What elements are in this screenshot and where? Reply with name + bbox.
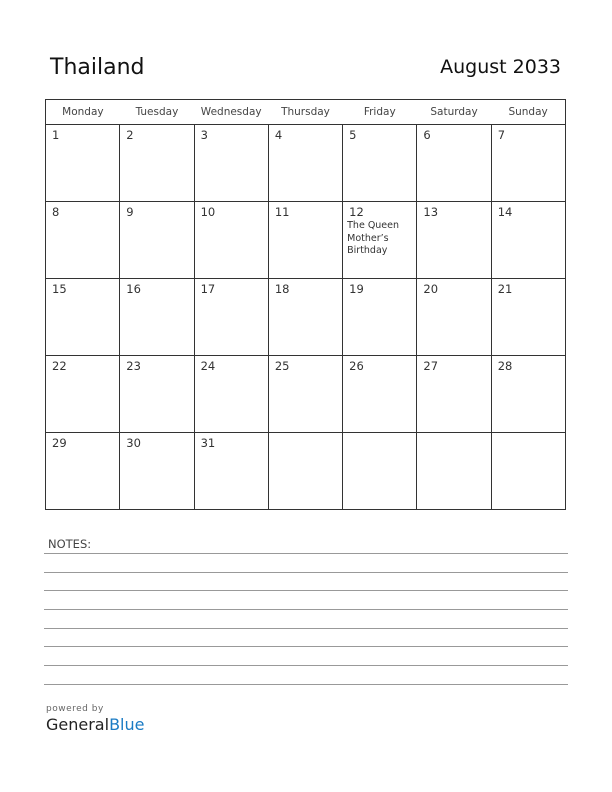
- day-number: 6: [423, 128, 431, 142]
- week-row: [46, 356, 566, 433]
- day-number: 28: [497, 359, 513, 373]
- weekday-saturday: Saturday: [417, 100, 491, 125]
- brand-blue-text: Blue: [109, 715, 145, 734]
- calendar-grid: [45, 99, 566, 510]
- day-number: 27: [423, 359, 439, 373]
- day-number: 21: [497, 282, 513, 296]
- day-number: 22: [52, 359, 67, 373]
- day-number: 26: [349, 359, 364, 373]
- day-number: 15: [52, 282, 67, 296]
- weekday-monday: Monday: [46, 100, 120, 125]
- note-line: [44, 609, 568, 610]
- day-number: 4: [274, 128, 283, 142]
- day-cell: [417, 125, 491, 202]
- week-row: [46, 202, 566, 279]
- note-line: [44, 684, 568, 685]
- day-cell: [46, 125, 120, 202]
- day-number: 5: [349, 128, 357, 142]
- week-row: [46, 433, 566, 510]
- holiday-event: The Queen Mother’s Birthday: [347, 220, 400, 256]
- day-cell: [120, 279, 194, 356]
- day-number: 31: [200, 436, 216, 450]
- week-row: [46, 125, 566, 202]
- day-cell: [120, 125, 194, 202]
- day-cell: [46, 433, 120, 510]
- day-number: [417, 433, 490, 436]
- weekday-wednesday: Wednesday: [194, 100, 268, 125]
- day-number: 19: [349, 282, 364, 296]
- day-number: 24: [200, 359, 216, 373]
- note-line: [44, 553, 568, 554]
- day-cell: [417, 279, 491, 356]
- day-number: 13: [423, 205, 439, 219]
- day-number: [492, 433, 565, 436]
- day-number: [269, 433, 342, 436]
- month-title: August 2033: [440, 56, 561, 78]
- day-cell: [120, 202, 194, 279]
- day-number: 7: [497, 128, 506, 142]
- day-number: 17: [200, 282, 216, 296]
- day-number: 9: [126, 205, 134, 219]
- day-number: 10: [200, 205, 216, 219]
- brand-logo: [46, 704, 144, 734]
- day-cell: [417, 202, 491, 279]
- day-number: 2: [126, 128, 134, 142]
- day-number: 20: [423, 282, 439, 296]
- day-number: 3: [200, 128, 208, 142]
- note-line: [44, 646, 568, 647]
- week-row: [46, 279, 566, 356]
- weekday-friday: Friday: [343, 100, 417, 125]
- day-number: [343, 433, 416, 436]
- country-title: Thailand: [50, 55, 145, 80]
- day-number: 11: [274, 205, 290, 219]
- day-cell-empty: [491, 433, 565, 510]
- day-number: 16: [126, 282, 141, 296]
- day-number: 8: [52, 205, 60, 219]
- day-cell: [46, 356, 120, 433]
- day-cell: [491, 279, 565, 356]
- day-cell-empty: [343, 433, 417, 510]
- day-cell: [120, 356, 194, 433]
- day-cell: [194, 279, 268, 356]
- day-number: 25: [274, 359, 290, 373]
- day-cell-empty: [268, 433, 342, 510]
- day-cell: [268, 202, 342, 279]
- day-cell: [417, 356, 491, 433]
- day-cell: [268, 279, 342, 356]
- day-cell: [268, 356, 342, 433]
- weekday-sunday: Sunday: [491, 100, 565, 125]
- day-number: 14: [497, 205, 513, 219]
- note-line: [44, 665, 568, 666]
- weekday-thursday: Thursday: [268, 100, 342, 125]
- day-cell: [343, 279, 417, 356]
- brand-name: [46, 715, 144, 734]
- day-cell: [268, 125, 342, 202]
- day-number: 29: [52, 436, 67, 450]
- weekday-header-row: [46, 100, 566, 125]
- day-number: 1: [52, 128, 60, 142]
- day-cell: [194, 202, 268, 279]
- day-cell-holiday: [343, 202, 417, 279]
- day-cell: [343, 356, 417, 433]
- day-number: 12: [349, 205, 364, 219]
- day-cell: [46, 202, 120, 279]
- day-cell: [120, 433, 194, 510]
- note-line: [44, 590, 568, 591]
- day-cell: [194, 125, 268, 202]
- brand-general-text: General: [46, 715, 110, 734]
- weekday-tuesday: Tuesday: [120, 100, 194, 125]
- day-cell: [491, 202, 565, 279]
- day-cell: [491, 356, 565, 433]
- day-cell: [46, 279, 120, 356]
- day-number: 30: [126, 436, 141, 450]
- day-number: 23: [126, 359, 141, 373]
- day-cell: [343, 125, 417, 202]
- day-cell: [194, 433, 268, 510]
- day-cell: [194, 356, 268, 433]
- note-line: [44, 628, 568, 629]
- day-cell: [491, 125, 565, 202]
- notes-label: NOTES:: [48, 537, 92, 551]
- day-number: 18: [274, 282, 290, 296]
- note-line: [44, 572, 568, 573]
- powered-by-text: powered by: [46, 704, 104, 714]
- day-cell-empty: [417, 433, 491, 510]
